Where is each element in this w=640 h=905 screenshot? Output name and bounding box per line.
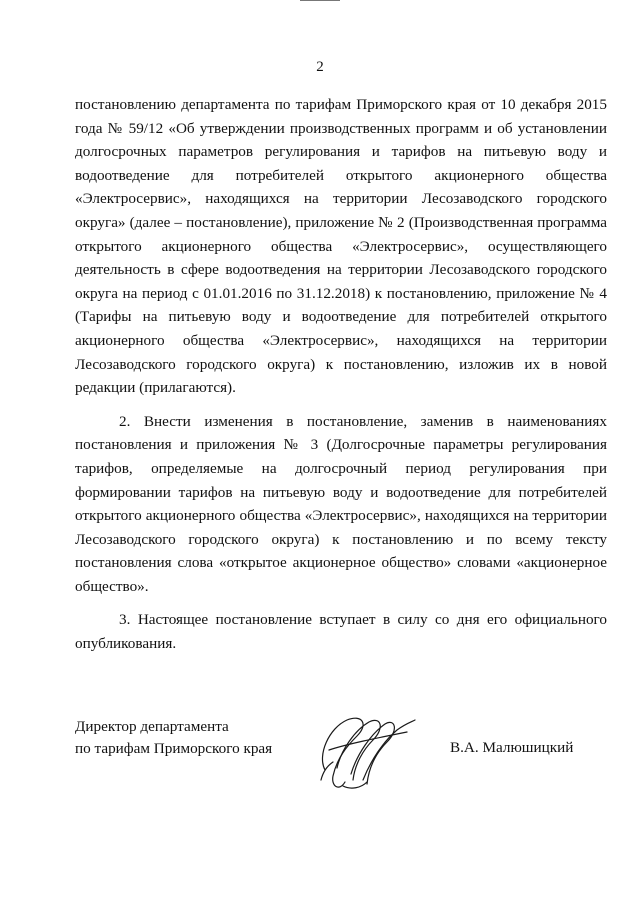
signatory-title [75, 716, 272, 760]
signatory-title-line-1: Директор департамента [75, 718, 229, 735]
paragraph-item-3: 3. Настоящее постановление вступает в силу со дня его официального опубликования. [75, 611, 607, 653]
page-number: 2 [316, 59, 324, 75]
signature-block [75, 716, 607, 796]
handwritten-signature [307, 710, 417, 796]
scan-edge-line [300, 0, 340, 1]
signatory-title-line-2: по тарифам Приморского края [75, 740, 273, 757]
paragraph-continuation: постановлению департамента по тарифам Приморского края от 10 декабря 2015 года № 59/12 «Об утверждении производственных программ и об установлении долгосрочных параметров регулирования и тарифов на питьевую воду и водоотведение для потребителей открытого акционерного общества «Электросервис», находящихся на территории Лесозаводского городского округа» (далее – постановление), приложение № 2 (Производственная программа открытого акционерного общества «Электросервис», осуществляющего деятельность в сфере водоотведения на территории Лесозаводского городского округа на период с 01.01.2016 по 31.12.2018) к постановлению, приложение № 4 (Тарифы на питьевую воду и водоотведение для потребителей открытого акционерного общества «Электросервис», находящихся на территории Лесозаводского городского округа) к постановлению, изложив их в новой редакции (прилагаются). [75, 96, 607, 397]
document-body [75, 93, 607, 656]
paragraph-item-2: 2. Внести изменения в постановление, заменив в наименованиях постановления и приложения № 3 (Долгосрочные параметры регулирования тарифов, определяемые на долгосрочный период регулирования при формировании тарифов на питьевую воду и водоотведение для потребителей открытого акционерного общества «Электросервис», находящихся на территории Лесозаводского городского округа) к постановлению и по всему тексту постановления слова «открытое акционерное общество» словами «акционерное общество». [75, 412, 607, 595]
signatory-name: В.А. Малюшицкий [450, 739, 574, 756]
